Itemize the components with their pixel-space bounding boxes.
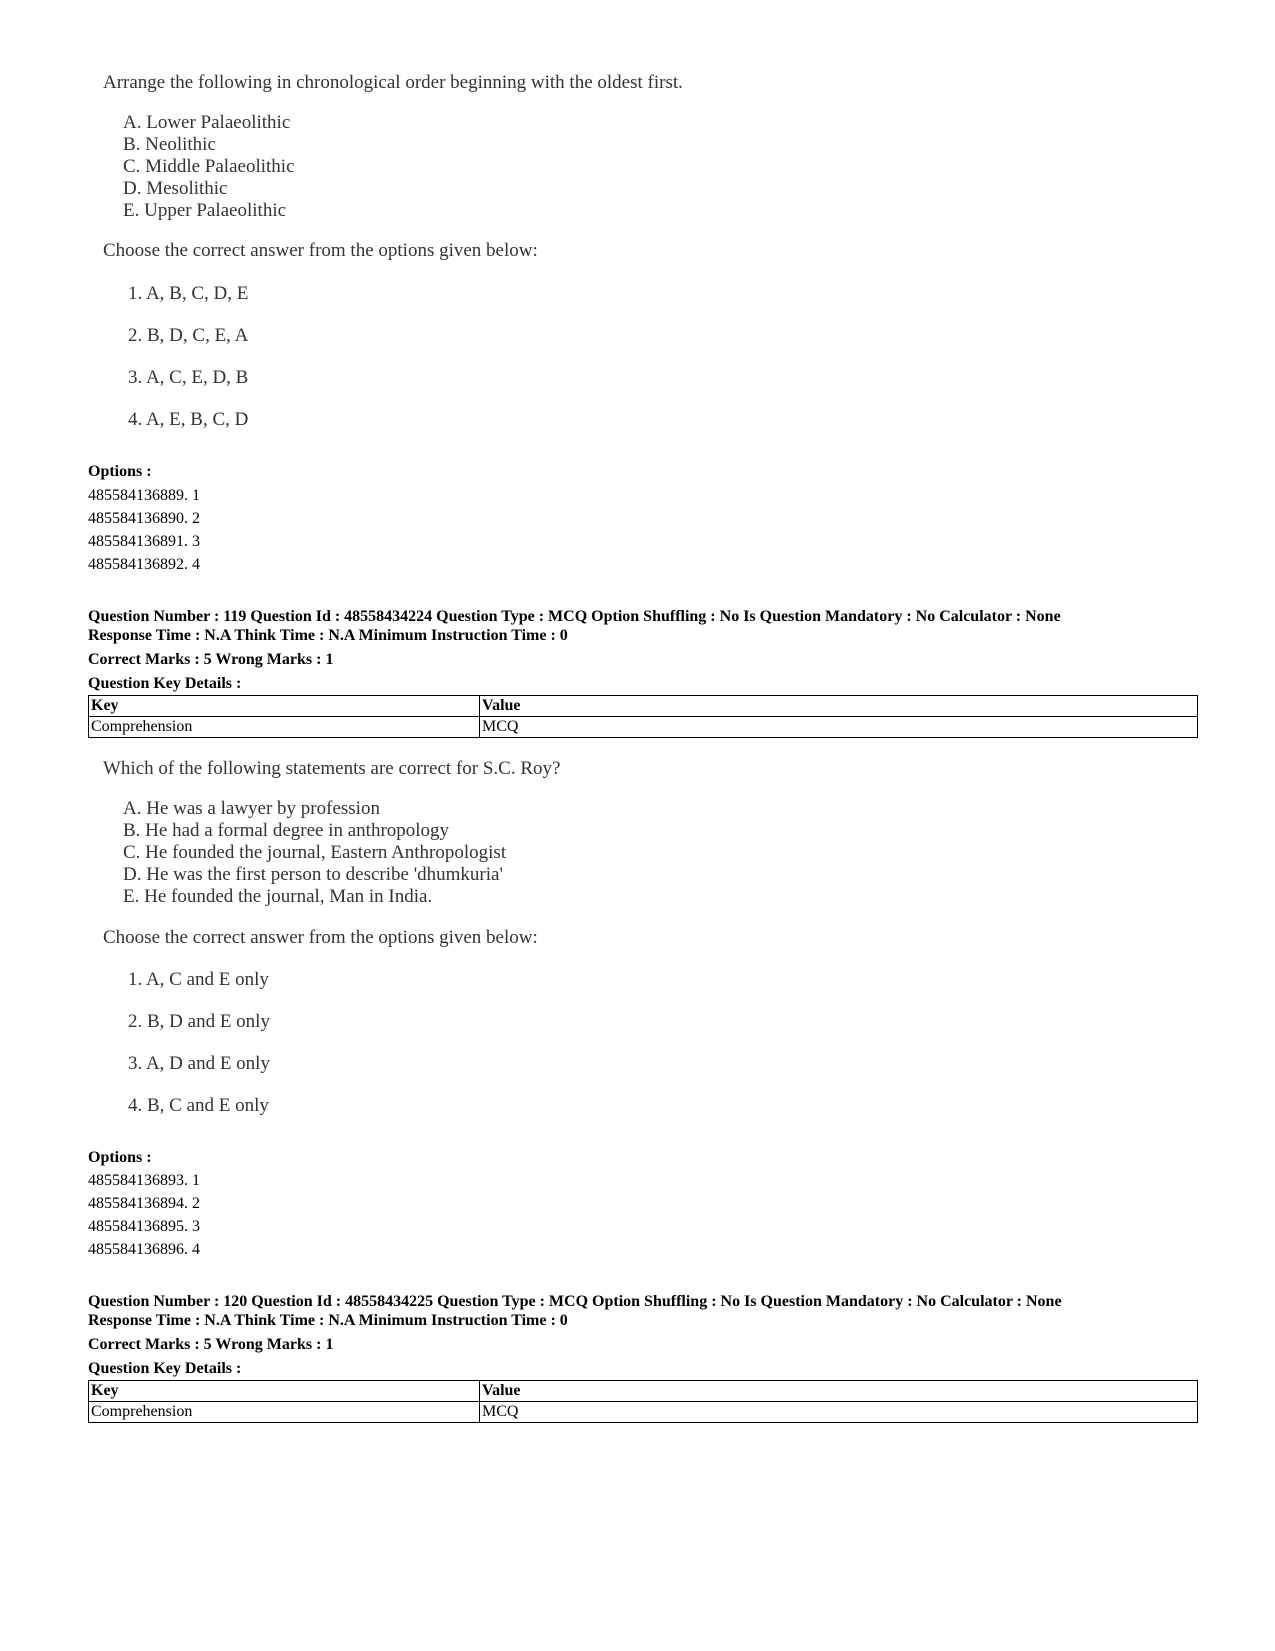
q119-statement-d: D. He was the first person to describe 'dhumkuria' — [123, 864, 503, 885]
q119-statement-c: C. He founded the journal, Eastern Anthropologist — [123, 842, 507, 863]
q118-question-text: Arrange the following in chronological order beginning with the oldest first. — [103, 72, 683, 93]
q118-option-id-4: 485584136892. 4 — [88, 556, 200, 573]
table-cell-key: Comprehension — [89, 717, 480, 738]
q119-statement-b: B. He had a formal degree in anthropology — [123, 820, 450, 841]
table-row — [89, 1402, 1198, 1423]
q119-answer-4: 4. B, C and E only — [128, 1095, 269, 1116]
table-header-row — [89, 1381, 1198, 1402]
q119-question-text: Which of the following statements are correct for S.C. Roy? — [103, 758, 561, 779]
q119-meta-line2: Response Time : N.A Think Time : N.A Minimum Instruction Time : 0 — [88, 627, 568, 644]
q118-choose-instruction: Choose the correct answer from the options given below: — [103, 240, 538, 261]
q119-key-details-table — [88, 695, 1198, 738]
q119-option-id-1: 485584136893. 1 — [88, 1172, 200, 1189]
q120-meta-line1: Question Number : 120 Question Id : 48558434225 Question Type : MCQ Option Shuffling : No Is Question Mandatory : No Calculator : None — [88, 1293, 1062, 1310]
q119-statement-e: E. He founded the journal, Man in India. — [123, 886, 433, 907]
q119-options-label: Options : — [88, 1149, 152, 1166]
q119-choose-instruction: Choose the correct answer from the options given below: — [103, 927, 538, 948]
q118-statement-d: D. Mesolithic — [123, 178, 228, 199]
table-header-key: Key — [89, 1381, 480, 1402]
q118-statement-b: B. Neolithic — [123, 134, 216, 155]
q118-option-id-2: 485584136890. 2 — [88, 510, 200, 527]
table-row — [89, 717, 1198, 738]
q119-key-details-label: Question Key Details : — [88, 675, 242, 692]
q119-answer-2: 2. B, D and E only — [128, 1011, 270, 1032]
table-cell-value: MCQ — [480, 717, 1198, 738]
table-header-value: Value — [480, 1381, 1198, 1402]
q118-answer-4: 4. A, E, B, C, D — [128, 409, 249, 430]
q119-meta-line1: Question Number : 119 Question Id : 48558434224 Question Type : MCQ Option Shuffling : No Is Question Mandatory : No Calculator : None — [88, 608, 1061, 625]
q120-key-details-table — [88, 1380, 1198, 1423]
table-cell-key: Comprehension — [89, 1402, 480, 1423]
table-header-row — [89, 696, 1198, 717]
q118-answer-2: 2. B, D, C, E, A — [128, 325, 249, 346]
q119-statement-a: A. He was a lawyer by profession — [123, 798, 380, 819]
q120-key-details-label: Question Key Details : — [88, 1360, 242, 1377]
q120-marks: Correct Marks : 5 Wrong Marks : 1 — [88, 1336, 334, 1353]
q119-answer-3: 3. A, D and E only — [128, 1053, 270, 1074]
q118-statement-a: A. Lower Palaeolithic — [123, 112, 291, 133]
q118-statement-e: E. Upper Palaeolithic — [123, 200, 287, 221]
table-header-key: Key — [89, 696, 480, 717]
q118-option-id-1: 485584136889. 1 — [88, 487, 200, 504]
q119-option-id-3: 485584136895. 3 — [88, 1218, 200, 1235]
q119-option-id-2: 485584136894. 2 — [88, 1195, 200, 1212]
q118-statement-c: C. Middle Palaeolithic — [123, 156, 295, 177]
q118-answer-1: 1. A, B, C, D, E — [128, 283, 249, 304]
q118-option-id-3: 485584136891. 3 — [88, 533, 200, 550]
q118-answer-3: 3. A, C, E, D, B — [128, 367, 249, 388]
q119-option-id-4: 485584136896. 4 — [88, 1241, 200, 1258]
q119-marks: Correct Marks : 5 Wrong Marks : 1 — [88, 651, 334, 668]
table-header-value: Value — [480, 696, 1198, 717]
table-cell-value: MCQ — [480, 1402, 1198, 1423]
q119-answer-1: 1. A, C and E only — [128, 969, 269, 990]
q118-options-label: Options : — [88, 463, 152, 480]
q120-meta-line2: Response Time : N.A Think Time : N.A Minimum Instruction Time : 0 — [88, 1312, 568, 1329]
